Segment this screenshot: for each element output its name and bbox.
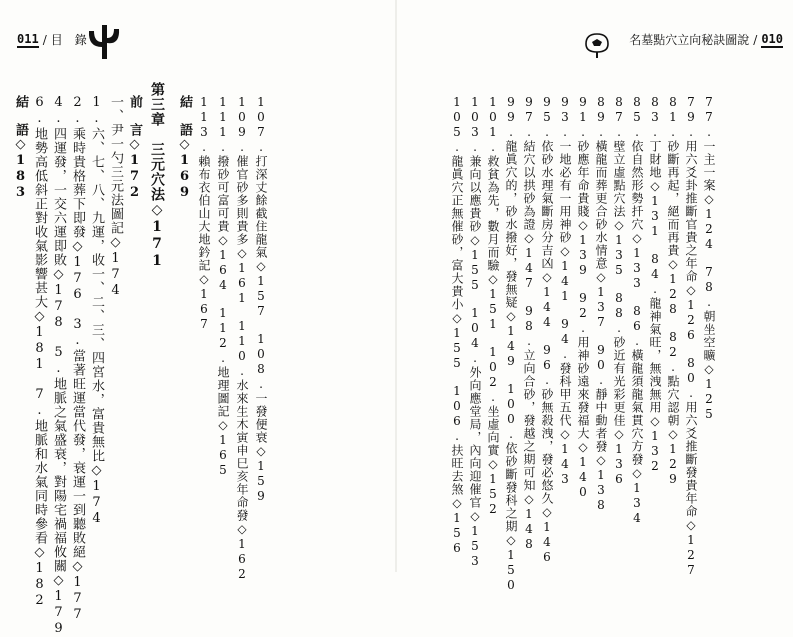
tree-logo-icon [582,30,612,60]
right-col-8: 91.砂應年命貴賤◇139 92.用神砂遠來發福大◇140 [576,95,590,500]
left-page [0,0,396,637]
left-col-12: 109.催官砂多則貴多◇161 110.水來生木寅申巳亥年命發◇162 [235,95,249,582]
right-col-2: 103.兼向以應貴砂◇155 104.外向應堂局，內向迎催官◇153 [468,95,482,569]
right-col-3: 101.救貧為先，數月而驗◇151 102.坐虛向實◇152 [486,95,500,517]
right-col-6: 95.依砂水理氣斷房分吉凶◇144 96.砂無殺洩，發必悠久◇146 [540,95,554,565]
left-col-13: 107.打深丈餘截住龍氣◇157 108.一發便衰◇159 [254,95,268,504]
left-page-title: 目 錄 [50,33,87,47]
right-col-11: 85.依自然形勢扦穴◇133 86.橫龍須龍氣貫穴方發◇134 [630,95,644,526]
right-col-14: 79.用六爻卦推斷官貴之年命◇126 80.用六爻推斷發貴年命◇127 [684,95,698,578]
right-page-title: 名墓點穴立向秘訣圖說 [629,33,750,47]
left-col-10: 113.賴布衣伯山大地鈐記◇167 [197,95,211,332]
right-col-15: 77.一主一案◇124 78.朝坐空曠◇125 [702,95,716,422]
right-col-12: 83.丁財地◇131 84.龍神氣旺，無洩無用◇132 [648,95,662,474]
right-col-10: 87.壁立虛點穴法◇135 88.砂近有光彩更佳◇136 [612,95,626,487]
left-col-3: 4.四運發，一交六運即敗◇178 5.地脈之氣盛衰，對陽宅禍福攸關◇179 [51,95,66,637]
left-col-5: 1.六、七、八、九運，收一、二、三、四宮水，富貴無比◇174 [89,95,104,527]
left-col-7: 前 言◇172 [127,95,142,201]
left-col-9: 結 語◇169 [177,95,192,201]
right-page [396,0,793,593]
left-page-number: 011 [17,31,39,46]
right-col-13: 81.砂斷再起，絕而再貴◇128 82.點穴認朝◇129 [666,95,680,487]
left-col-2: 6.地勢高低斜正對收氣影響甚大◇181 7.地脈和水氣同時參看◇182 [32,95,47,609]
left-col-6: 一、尹一勺三元法圖記◇174 [108,95,123,299]
right-col-5: 97.結穴以拱砂為證◇147 98.立向合砂，發越之期可知◇148 [522,95,536,552]
left-col-11: 111.撥砂可富可貴◇164 112.地理圖記◇165 [216,95,230,478]
right-col-4: 99.龍眞穴的，砂水撥好，發無疑◇149 100.依砂斷發科之期◇150 [504,95,518,593]
right-col-9: 89.橫龍而葬更合砂水情意◇137 90.靜中動者發◇138 [594,95,608,513]
right-page-header: 名墓點穴立向秘訣圖說 / 010 [629,31,783,47]
left-col-8: 第三章 三元穴法◇171 [149,82,165,270]
right-page-number: 010 [761,31,783,46]
left-col-4: 2.乘時貴格葬下即發◇176 3.當著旺運當代發，衰運一到聽敗絕◇177 [70,95,85,623]
cactus-logo-icon [85,21,123,61]
right-col-7: 93.一地必有一用神砂◇141 94.發科甲五代◇143 [558,95,572,487]
left-col-1: 結 語◇183 [13,95,28,201]
left-page-header: 011 / 目 錄 [17,31,87,47]
right-col-1: 105.龍眞穴正無催砂，富大貴小◇155 106.扶旺去煞◇156 [450,95,464,556]
